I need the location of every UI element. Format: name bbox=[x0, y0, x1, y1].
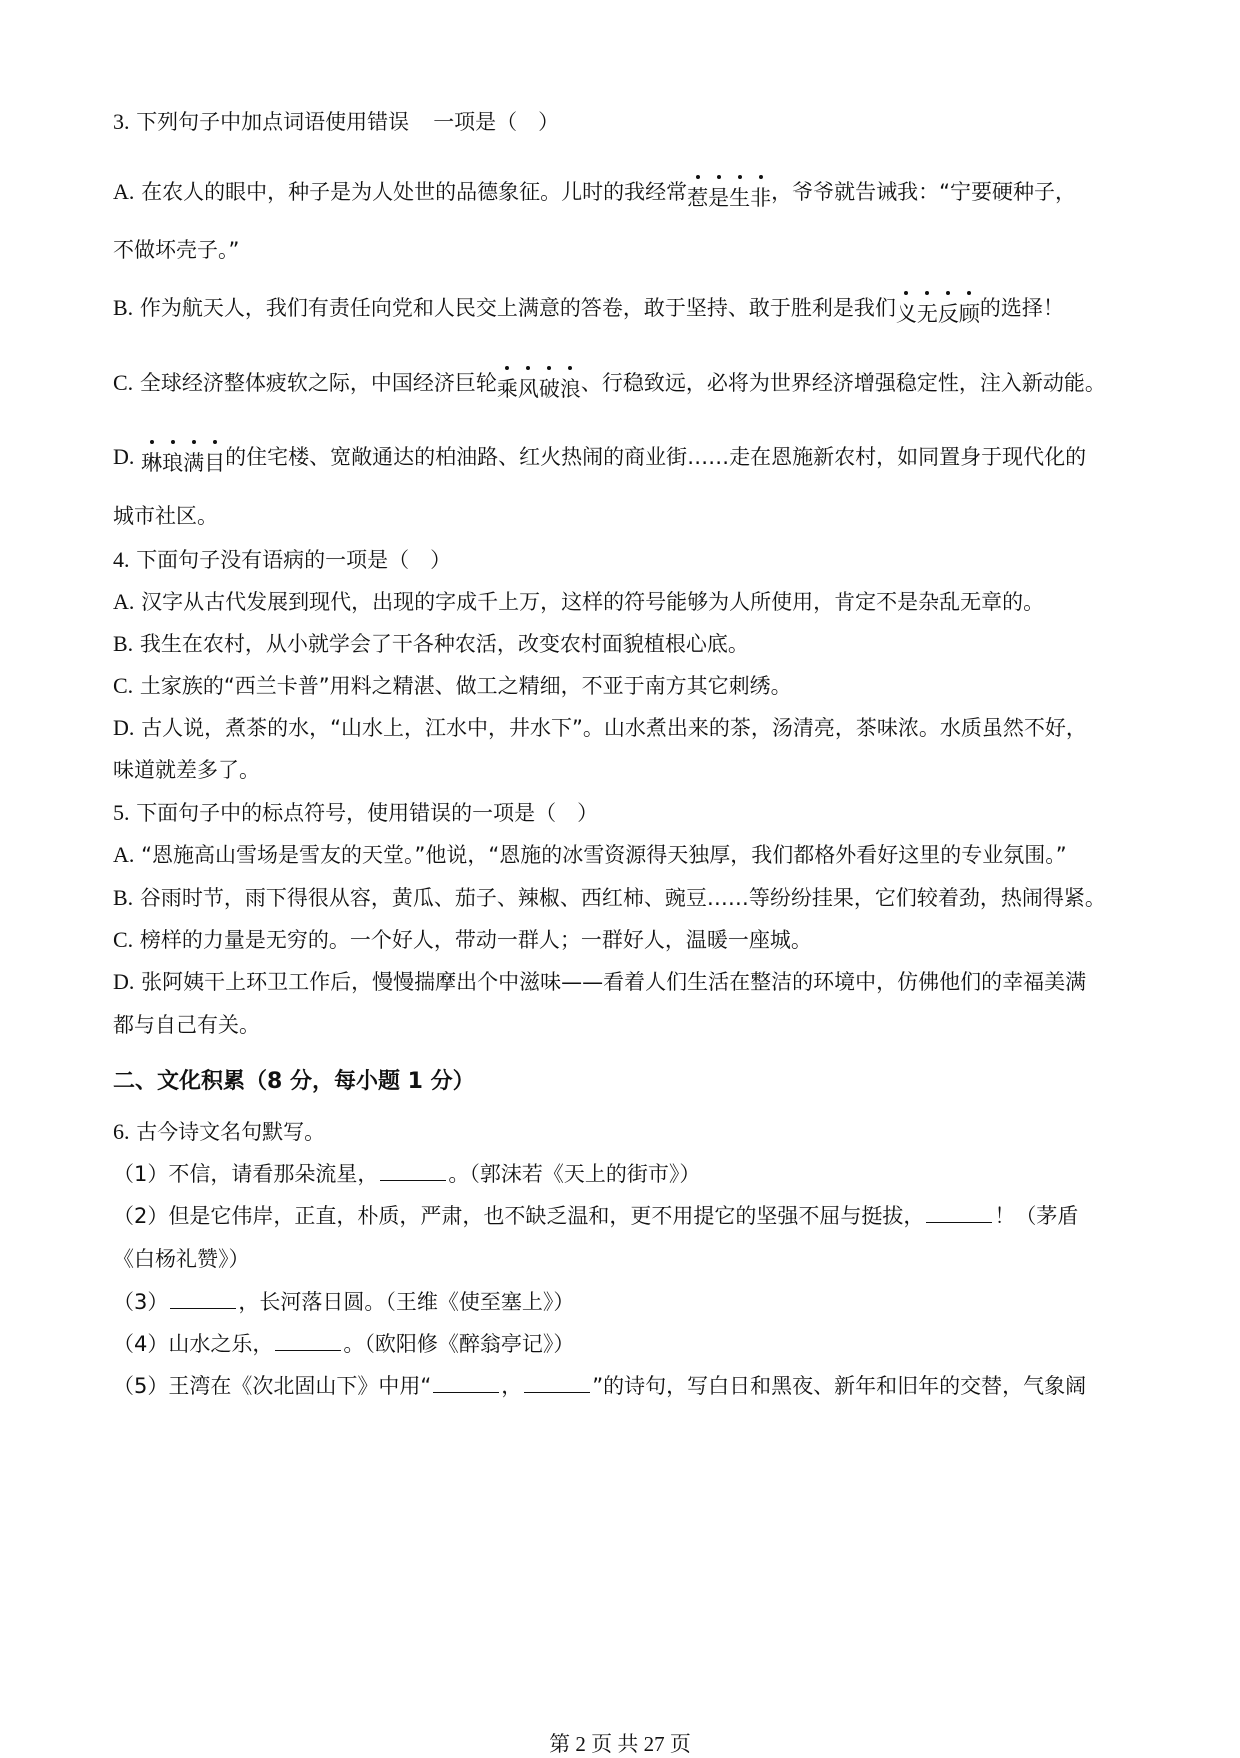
option-label: A. bbox=[113, 589, 135, 614]
option-text: 谷雨时节，雨下得很从容，黄瓜、茄子、辣椒、西红柿、豌豆……等纷纷挂果，它们较着劲，热闹得紧。 bbox=[139, 886, 1106, 910]
item-text: 。（欧阳修《醉翁亭记》） bbox=[343, 1332, 575, 1356]
dotted-char: 无 bbox=[916, 302, 938, 326]
option-text: 榜样的力量是无穷的。一个好人，带动一群人；一群好人，温暖一座城。 bbox=[139, 928, 812, 952]
q3-option-c bbox=[113, 369, 1106, 401]
option-label: D. bbox=[113, 715, 135, 740]
q3-stem-text-b: 一项是（ ） bbox=[433, 110, 560, 134]
q6-stem-text: 古今诗文名句默写。 bbox=[136, 1120, 326, 1144]
dotted-char: 惹 bbox=[687, 186, 709, 210]
option-label: A. bbox=[113, 179, 135, 204]
q5-number: 5. bbox=[113, 800, 130, 825]
page-number: 第 2 页 共 27 页 bbox=[549, 1732, 691, 1756]
option-text: ，爷爷就告诫我：“宁要硬种子， bbox=[771, 180, 1076, 204]
answer-blank[interactable] bbox=[170, 1288, 236, 1309]
option-text: 古人说，煮茶的水，“山水上，江水中，井水下”。山水煮出来的茶，汤清亮，茶味浓。水质虽然不好， bbox=[141, 716, 1087, 740]
answer-blank[interactable] bbox=[524, 1372, 590, 1393]
item-text: 。（郭沫若《天上的街市》） bbox=[448, 1162, 701, 1186]
q3-option-d bbox=[113, 443, 1087, 475]
answer-blank[interactable] bbox=[380, 1160, 446, 1181]
dotted-char: 生 bbox=[729, 186, 751, 210]
q5-option-a bbox=[113, 841, 1067, 869]
q5-option-b bbox=[113, 884, 1106, 912]
option-text: 的选择！ bbox=[979, 296, 1064, 320]
dotted-char: 目 bbox=[204, 451, 226, 475]
q4-stem bbox=[113, 546, 451, 574]
item-text: 山水之乐， bbox=[168, 1332, 274, 1356]
dotted-char: 琅 bbox=[162, 451, 184, 475]
option-text: 在农人的眼中，种子是为人处世的品德象征。儿时的我经常 bbox=[141, 180, 688, 204]
option-label: C. bbox=[113, 673, 134, 698]
dotted-char: 乘 bbox=[496, 377, 518, 401]
q5-stem-text: 下面句子中的标点符号，使用错误的一项是（ ） bbox=[136, 801, 599, 825]
item-number: （1） bbox=[113, 1162, 169, 1186]
answer-blank[interactable] bbox=[433, 1372, 499, 1393]
dotted-word bbox=[497, 375, 581, 403]
q3-option-b bbox=[113, 294, 1064, 326]
q3-option-d-cont: 城市社区。 bbox=[113, 504, 218, 528]
item-number: （5） bbox=[113, 1374, 169, 1398]
option-text: 土家族的“西兰卡普”用料之精湛、做工之精细，不亚于南方其它刺绣。 bbox=[139, 674, 792, 698]
dotted-char: 反 bbox=[937, 302, 959, 326]
section-heading: 二、文化积累（8 分，每小题 1 分） bbox=[113, 1069, 475, 1094]
option-label: B. bbox=[113, 631, 134, 656]
q6-item-4 bbox=[113, 1330, 574, 1358]
item-text: ，长河落日圆。（王维《使至塞上》） bbox=[238, 1290, 575, 1314]
q4-option-c bbox=[113, 672, 792, 700]
dotted-char: 是 bbox=[708, 186, 730, 210]
item-number: （2） bbox=[113, 1204, 169, 1228]
dotted-char: 浪 bbox=[559, 377, 581, 401]
item-text: 不信，请看那朵流星， bbox=[168, 1162, 379, 1186]
q4-option-d bbox=[113, 714, 1087, 742]
dotted-char: 义 bbox=[895, 302, 917, 326]
item-text: ”的诗句，写白日和黑夜、新年和旧年的交替，气象阔 bbox=[592, 1374, 1087, 1398]
item-text: 王湾在《次北固山下》中用“ bbox=[168, 1374, 432, 1398]
item-number: （4） bbox=[113, 1332, 169, 1356]
q3-stem bbox=[113, 108, 559, 136]
q4-option-b bbox=[113, 630, 749, 658]
option-label: D. bbox=[113, 969, 135, 994]
q4-number: 4. bbox=[113, 547, 130, 572]
option-label: B. bbox=[113, 885, 134, 910]
dotted-char: 风 bbox=[517, 377, 539, 401]
dotted-char: 顾 bbox=[958, 302, 980, 326]
q6-item-5 bbox=[113, 1372, 1086, 1400]
option-label: D. bbox=[113, 444, 135, 469]
q4-option-d-cont: 味道就差多了。 bbox=[113, 758, 260, 782]
option-text: 张阿姨干上环卫工作后，慢慢揣摩出个中滋味——看着人们生活在整洁的环境中，仿佛他们的幸福美满 bbox=[141, 970, 1087, 994]
q4-option-a bbox=[113, 588, 1044, 616]
item-text: ！（茅盾 bbox=[994, 1204, 1079, 1228]
q6-stem bbox=[113, 1118, 325, 1146]
dotted-char: 破 bbox=[538, 377, 560, 401]
dotted-char: 非 bbox=[750, 186, 772, 210]
item-text: 但是它伟岸，正直，朴质，严肃，也不缺乏温和，更不用提它的坚强不屈与挺拔， bbox=[168, 1204, 925, 1228]
option-label: A. bbox=[113, 842, 135, 867]
dotted-char: 琳 bbox=[141, 451, 163, 475]
q5-stem bbox=[113, 799, 598, 827]
q5-option-d-cont: 都与自己有关。 bbox=[113, 1013, 260, 1037]
q6-item-2-cont: 《白杨礼赞》） bbox=[113, 1247, 250, 1271]
option-text: “恩施高山雪场是雪友的天堂。”他说，“恩施的冰雪资源得天独厚，我们都格外看好这里的专业氛围。” bbox=[141, 843, 1067, 867]
option-text: 我生在农村，从小就学会了干各种农活，改变农村面貌植根心底。 bbox=[139, 632, 749, 656]
answer-blank[interactable] bbox=[275, 1330, 341, 1351]
option-text: 的住宅楼、宽敞通达的柏油路、红火热闹的商业街……走在恩施新农村，如同置身于现代化的 bbox=[225, 445, 1087, 469]
q3-number: 3. bbox=[113, 109, 130, 134]
dotted-word bbox=[896, 300, 980, 328]
q4-stem-text: 下面句子没有语病的一项是（ ） bbox=[136, 548, 452, 572]
q5-option-d bbox=[113, 968, 1086, 996]
answer-blank[interactable] bbox=[926, 1202, 992, 1223]
q6-number: 6. bbox=[113, 1119, 130, 1144]
option-text: 全球经济整体疲软之际，中国经济巨轮 bbox=[139, 371, 497, 395]
option-text: 汉字从古代发展到现代，出现的字成千上万，这样的符号能够为人所使用，肯定不是杂乱无章的。 bbox=[141, 590, 1045, 614]
q3-option-a bbox=[113, 178, 1076, 210]
option-label: C. bbox=[113, 927, 134, 952]
option-text: 作为航天人，我们有责任向党和人民交上满意的答卷，敢于坚持、敢于胜利是我们 bbox=[139, 296, 896, 320]
q6-item-3 bbox=[113, 1288, 574, 1316]
q3-stem-text-a: 下列句子中加点词语使用错误 bbox=[136, 110, 410, 134]
option-label: B. bbox=[113, 295, 134, 320]
q6-item-1 bbox=[113, 1160, 700, 1188]
q3-option-a-cont: 不做坏壳子。” bbox=[113, 238, 240, 262]
dotted-word bbox=[687, 184, 771, 212]
item-text: ， bbox=[501, 1374, 523, 1398]
option-label: C. bbox=[113, 370, 134, 395]
q5-option-c bbox=[113, 926, 812, 954]
dotted-char: 满 bbox=[183, 451, 205, 475]
q6-item-2 bbox=[113, 1202, 1078, 1230]
option-text: 、行稳致远，必将为世界经济增强稳定性，注入新动能。 bbox=[580, 371, 1106, 395]
dotted-word bbox=[141, 449, 225, 477]
item-number: （3） bbox=[113, 1290, 169, 1314]
